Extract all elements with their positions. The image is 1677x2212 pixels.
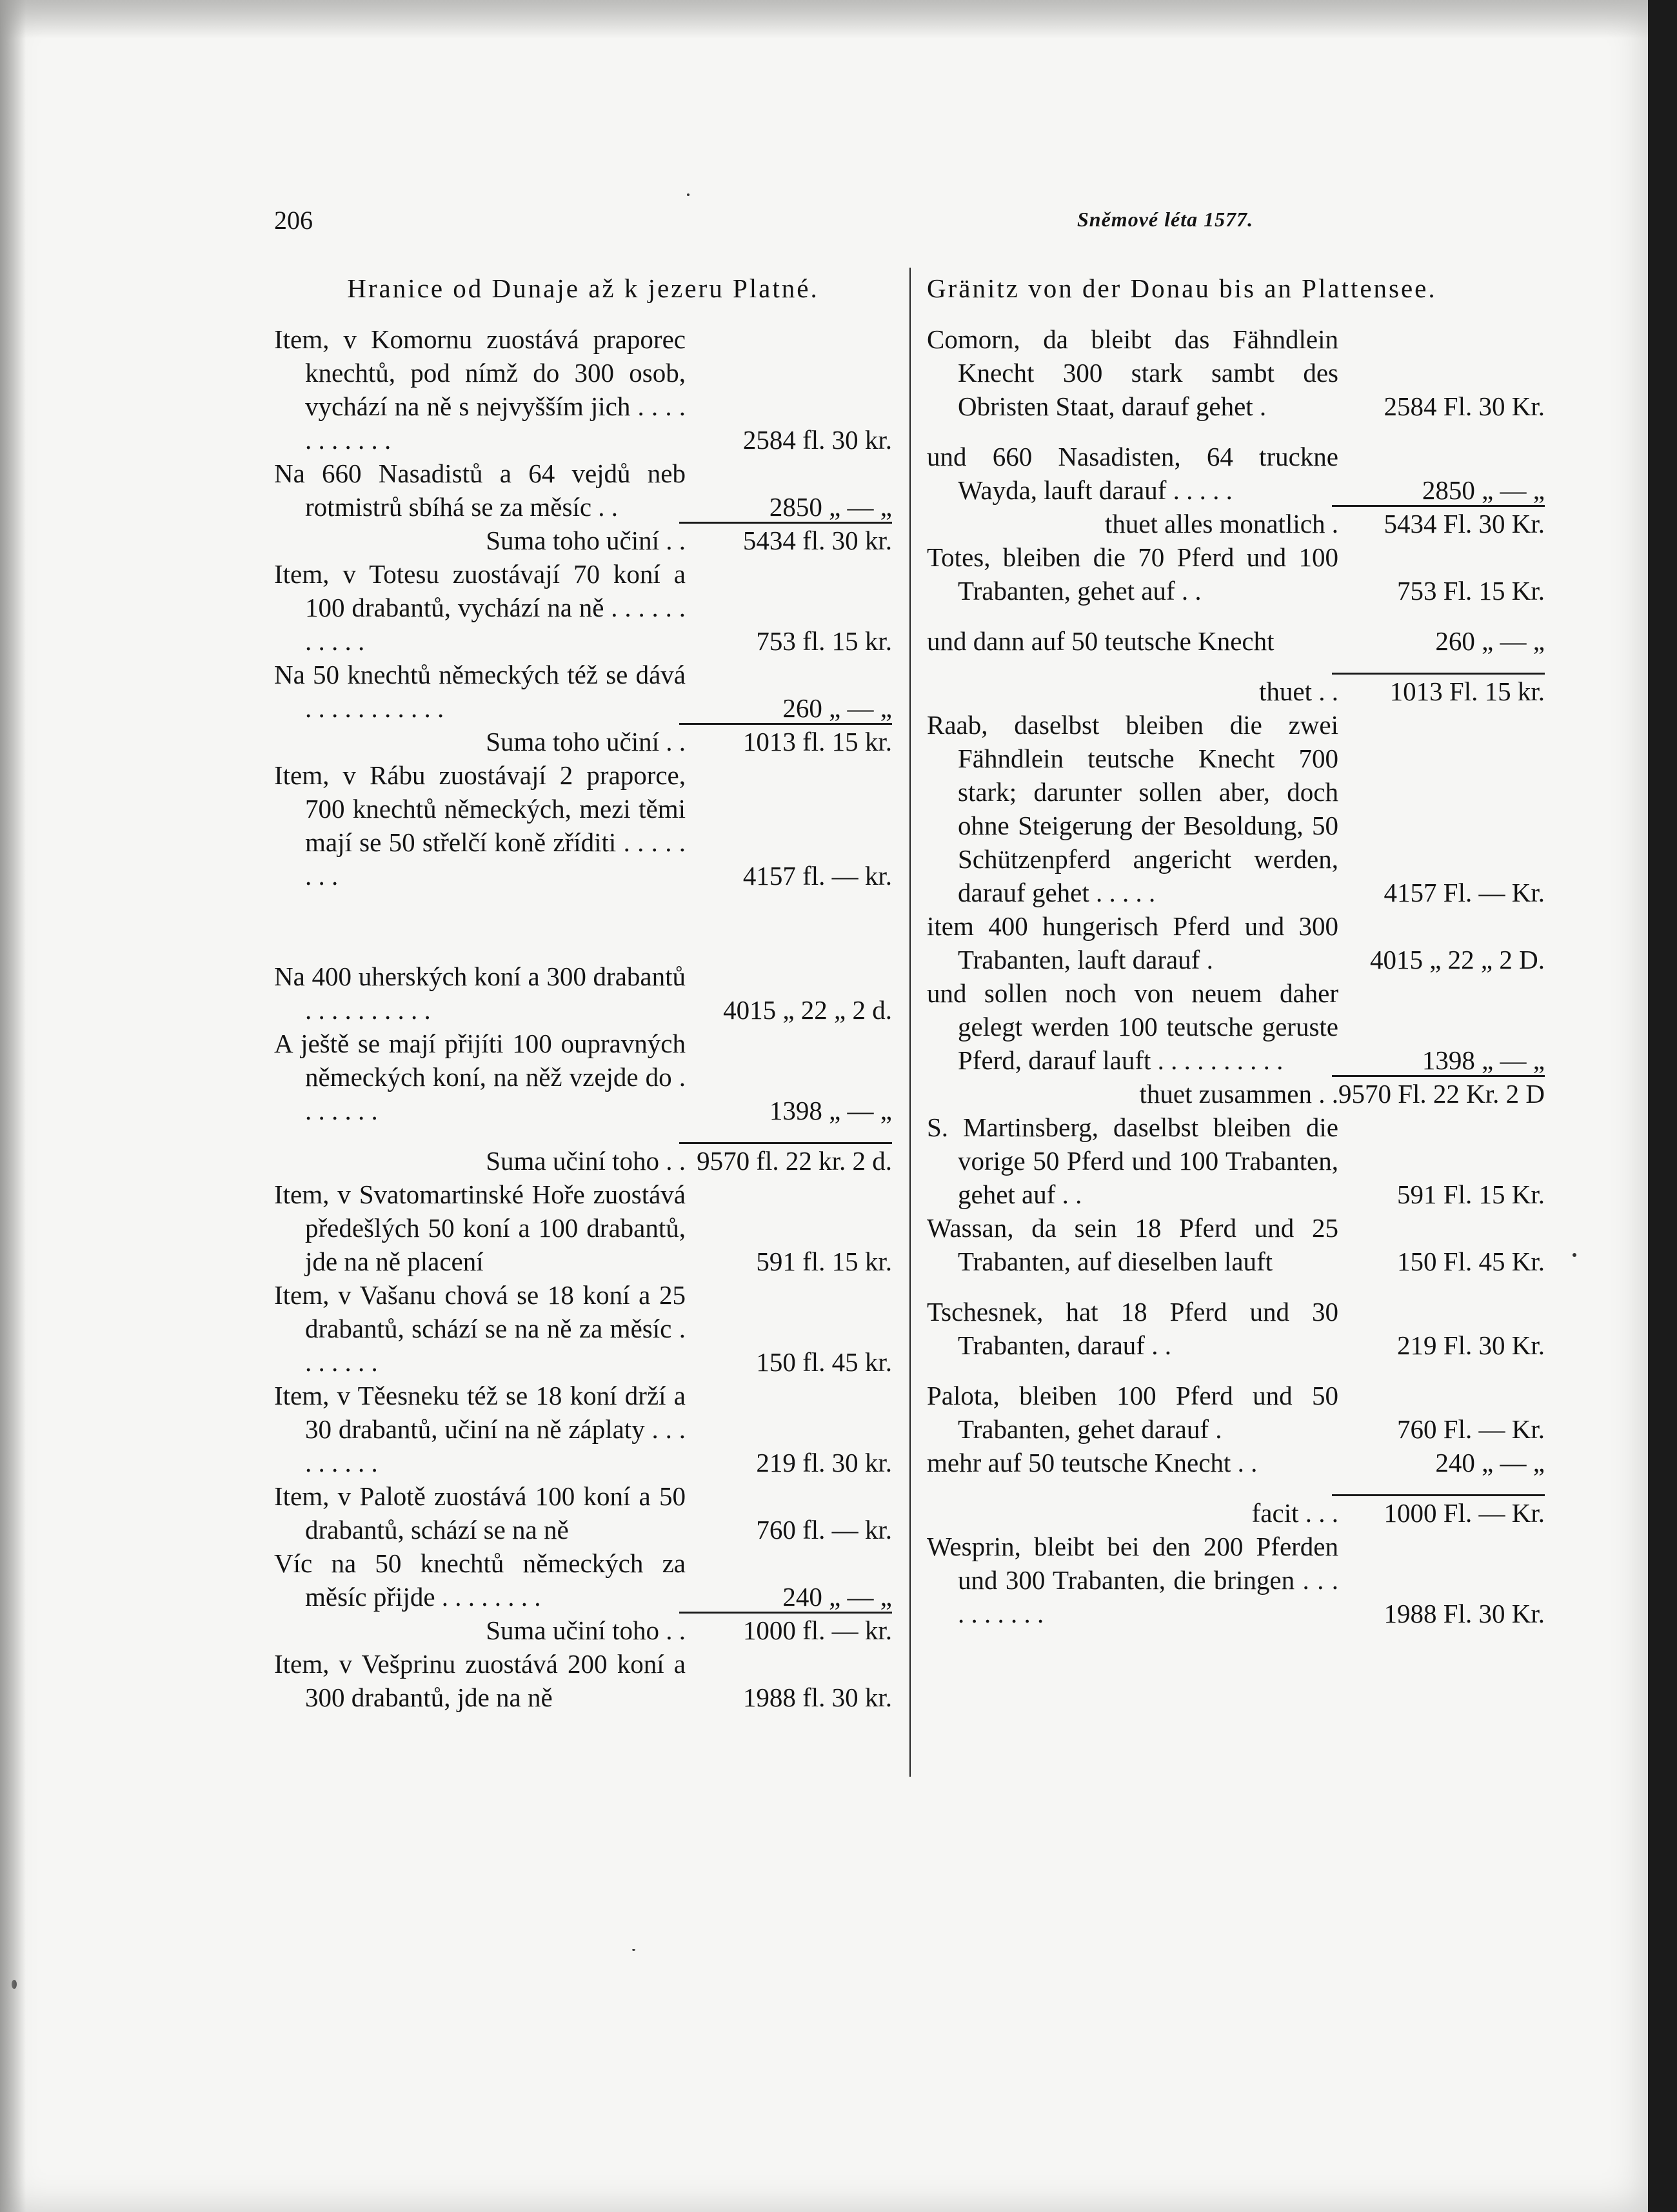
entry-amount: 760 Fl. — Kr. (1397, 1414, 1545, 1444)
print-speck (12, 1980, 17, 1989)
entry-mehr-knecht (927, 1446, 1545, 1479)
entry-amount: 1398 „ — „ (769, 1096, 892, 1125)
entry-text: Tschesnek, hat 18 Pferd und 30 Trabanten, darauf . . (927, 1297, 1338, 1360)
entry-oupravnych (274, 1027, 892, 1127)
sum-palota (274, 1614, 892, 1647)
entry-amount: 753 Fl. 15 Kr. (1397, 576, 1545, 606)
running-head: Sněmové léta 1577. (1077, 208, 1254, 231)
entry-rab (274, 758, 892, 893)
entry-text: Víc na 50 knechtů německých za měsíc přijde . . . . . . . . (274, 1548, 686, 1612)
print-speck (632, 1949, 635, 1951)
sum-amount: 9570 fl. 22 kr. 2 d. (679, 1142, 892, 1178)
entry-amount: 4015 „ 22 „ 2 D. (1369, 945, 1545, 974)
entry-amount: 760 fl. — kr. (756, 1515, 892, 1545)
entry-amount: 2850 „ — „ (769, 492, 892, 522)
entry-text: Wesprin, bleibt bei den 200 Pferden und 300 Trabanten, die bringen . . . . . . . . . . (927, 1532, 1338, 1628)
sum-label: thuet zusammen . . (1139, 1079, 1338, 1109)
entry-vasan (274, 1278, 892, 1379)
sum-label: Suma učiní toho . . (486, 1146, 686, 1176)
sum-label: thuet . . (1259, 676, 1338, 706)
entry-text: Item, v Rábu zuostávají 2 praporce, 700 knechtů německých, mezi těmi mají se 50 střelčí koně zříditi . . . . . . . . (274, 760, 686, 891)
entry-amount: 1988 fl. 30 kr. (742, 1683, 892, 1712)
sum-palota-de (927, 1496, 1545, 1530)
entry-raab (927, 708, 1545, 909)
sum-amount: 9570 Fl. 22 Kr. 2 D (1332, 1075, 1545, 1111)
sum-komorn (274, 524, 892, 557)
sum-amount: 5434 Fl. 30 Kr. (1332, 505, 1545, 540)
entry-text: Na 660 Nasadistů a 64 vejdů neb rotmistrů sbíhá se za měsíc . . (274, 459, 686, 522)
entry-text: und dann auf 50 teutsche Knecht (927, 626, 1275, 656)
sum-totes-de (927, 675, 1545, 708)
entry-martinsberg (927, 1111, 1545, 1211)
entry-totes (274, 557, 892, 658)
entry-amount: 2584 fl. 30 kr. (742, 425, 892, 455)
entry-amount: 753 fl. 15 kr. (756, 626, 892, 656)
entry-text: Item, v Těesneku též se 18 koní drží a 30 drabantů, učiní na ně záplaty . . . . . . . . . (274, 1381, 686, 1477)
entry-amount: 260 „ — „ (782, 693, 892, 723)
entry-text: S. Martinsberg, daselbst bleiben die vorige 50 Pferd und 100 Trabanten, gehet auf . . (927, 1112, 1338, 1209)
entry-knechts-palota (274, 1546, 892, 1614)
print-speck (687, 193, 690, 196)
entry-amount: 1398 „ — „ (1422, 1045, 1545, 1075)
entry-wesprin (927, 1530, 1545, 1630)
entry-text: Item, v Komornu zuostává praporec knechtů, pod nímž do 300 osob, vychází na ně s nejvyšším jich . . . . . . . . . . . (274, 324, 686, 455)
entry-palota (274, 1479, 892, 1546)
entry-text: mehr auf 50 teutsche Knecht . . (927, 1448, 1258, 1477)
sum-amount: 1000 fl. — kr. (679, 1612, 892, 1647)
entry-amount: 240 „ — „ (1435, 1448, 1545, 1477)
entry-amount: 591 Fl. 15 Kr. (1397, 1180, 1545, 1209)
entry-geruste-pferd (927, 976, 1545, 1077)
entry-text: Item, v Vašanu chová se 18 koní a 25 drabantů, schází se na ně za měsíc . . . . . . . (274, 1280, 686, 1377)
entry-text: Comorn, da bleibt das Fähndlein Knecht 300 stark sambt des Obristen Staat, darauf gehet . (927, 324, 1338, 421)
entry-text: item 400 hungerisch Pferd und 300 Trabanten, lauft darauf . (927, 911, 1338, 974)
sum-amount: 1000 Fl. — Kr. (1332, 1494, 1545, 1530)
entry-amount: 240 „ — „ (782, 1582, 892, 1612)
entry-text: Palota, bleiben 100 Pferd und 50 Trabanten, gehet darauf . (927, 1381, 1338, 1444)
sum-totes (274, 725, 892, 758)
entry-hungerisch (927, 909, 1545, 976)
sum-amount: 1013 fl. 15 kr. (679, 723, 892, 758)
entry-text: Item, v Vešprinu zuostává 200 koní a 300 drabantů, jde na ně (274, 1649, 686, 1712)
entry-amount: 4157 Fl. — Kr. (1384, 878, 1545, 907)
entry-text: Item, v Totesu zuostávají 70 koní a 100 drabantů, vychází na ně . . . . . . . . . . . (274, 559, 686, 656)
entry-text: Raab, daselbst bleiben die zwei Fähndlein teutsche Knecht 700 stark; darunter sollen aber, doch ohne Steigerung der Besoldung, 50 Schützenpferd angericht werden, darauf gehet . . . . . (927, 710, 1338, 907)
print-speck (1573, 1253, 1576, 1257)
entry-nasadisten (927, 440, 1545, 507)
entry-komorn (274, 322, 892, 457)
entry-tcesnek (274, 1379, 892, 1479)
entry-text: Na 400 uherských koní a 300 drabantů . . . . . . . . . . (274, 962, 686, 1025)
entry-wassan (927, 1211, 1545, 1278)
page-header (274, 205, 1542, 237)
entry-amount: 219 Fl. 30 Kr. (1397, 1330, 1545, 1360)
sum-raab (927, 1077, 1545, 1111)
sum-rab (274, 1144, 892, 1178)
entry-knechts-totes (274, 658, 892, 725)
entry-amount: 4015 „ 22 „ 2 d. (723, 995, 892, 1025)
entry-comorn (927, 322, 1545, 423)
sum-comorn (927, 507, 1545, 540)
entry-amount: 260 „ — „ (1435, 626, 1545, 656)
entry-amount: 150 Fl. 45 Kr. (1397, 1247, 1545, 1276)
entry-teutsche-knecht (927, 624, 1545, 658)
entry-amount: 4157 fl. — kr. (742, 861, 892, 891)
entry-text: Na 50 knechtů německých též se dává . . . . . . . . . . . (274, 660, 686, 723)
entry-totes-de (927, 540, 1545, 607)
german-column (927, 270, 1545, 1630)
column-divider (909, 268, 911, 1777)
entry-amount: 2850 „ — „ (1422, 475, 1545, 505)
czech-column-title: Hranice od Dunaje až k jezeru Platné. (347, 273, 819, 303)
sum-label: Suma učiní toho . . (486, 1615, 686, 1645)
sum-label: facit . . . (1251, 1498, 1338, 1528)
entry-uherskych (274, 960, 892, 1027)
entry-text: Totes, bleiben die 70 Pferd und 100 Trabanten, gehet auf . . (927, 542, 1338, 606)
german-column-title: Gränitz von der Donau bis an Plattensee. (927, 273, 1437, 303)
entry-palota-de (927, 1379, 1545, 1446)
entry-text: Item, v Svatomartinské Hoře zuostává předešlých 50 koní a 100 drabantů, jde na ně placení (274, 1180, 686, 1276)
entry-text: A ještě se mají přijíti 100 oupravných německých koní, na něž vzejde do . . . . . . . (274, 1029, 686, 1125)
entry-amount: 150 fl. 45 kr. (756, 1347, 892, 1377)
sum-label: Suma toho učiní . . (486, 526, 686, 555)
entry-amount: 219 fl. 30 kr. (756, 1448, 892, 1477)
entry-amount: 591 fl. 15 kr. (756, 1247, 892, 1276)
entry-nasadisti (274, 457, 892, 524)
entry-svatomartinske (274, 1178, 892, 1278)
entry-vesprin (274, 1647, 892, 1714)
entry-text: Item, v Palotě zuostává 100 koní a 50 drabantů, schází se na ně (274, 1481, 686, 1545)
entry-amount: 1988 Fl. 30 Kr. (1384, 1599, 1545, 1628)
sum-amount: 5434 fl. 30 kr. (679, 522, 892, 557)
page-number: 206 (274, 206, 313, 235)
sum-amount: 1013 Fl. 15 kr. (1332, 673, 1545, 708)
entry-text: und 660 Nasadisten, 64 truckne Wayda, lauft darauf . . . . . (927, 442, 1338, 505)
sum-label: Suma toho učiní . . (486, 727, 686, 756)
entry-text: und sollen noch von neuem daher gelegt werden 100 teutsche geruste Pferd, darauf lauft . . . . . . . . . . (927, 978, 1338, 1075)
entry-text: Wassan, da sein 18 Pferd und 25 Trabanten, auf dieselben lauft (927, 1213, 1338, 1276)
sum-label: thuet alles monatlich . (1104, 509, 1338, 538)
czech-column (274, 270, 892, 1714)
entry-amount: 2584 Fl. 30 Kr. (1384, 391, 1545, 421)
entry-tschesnek (927, 1295, 1545, 1362)
